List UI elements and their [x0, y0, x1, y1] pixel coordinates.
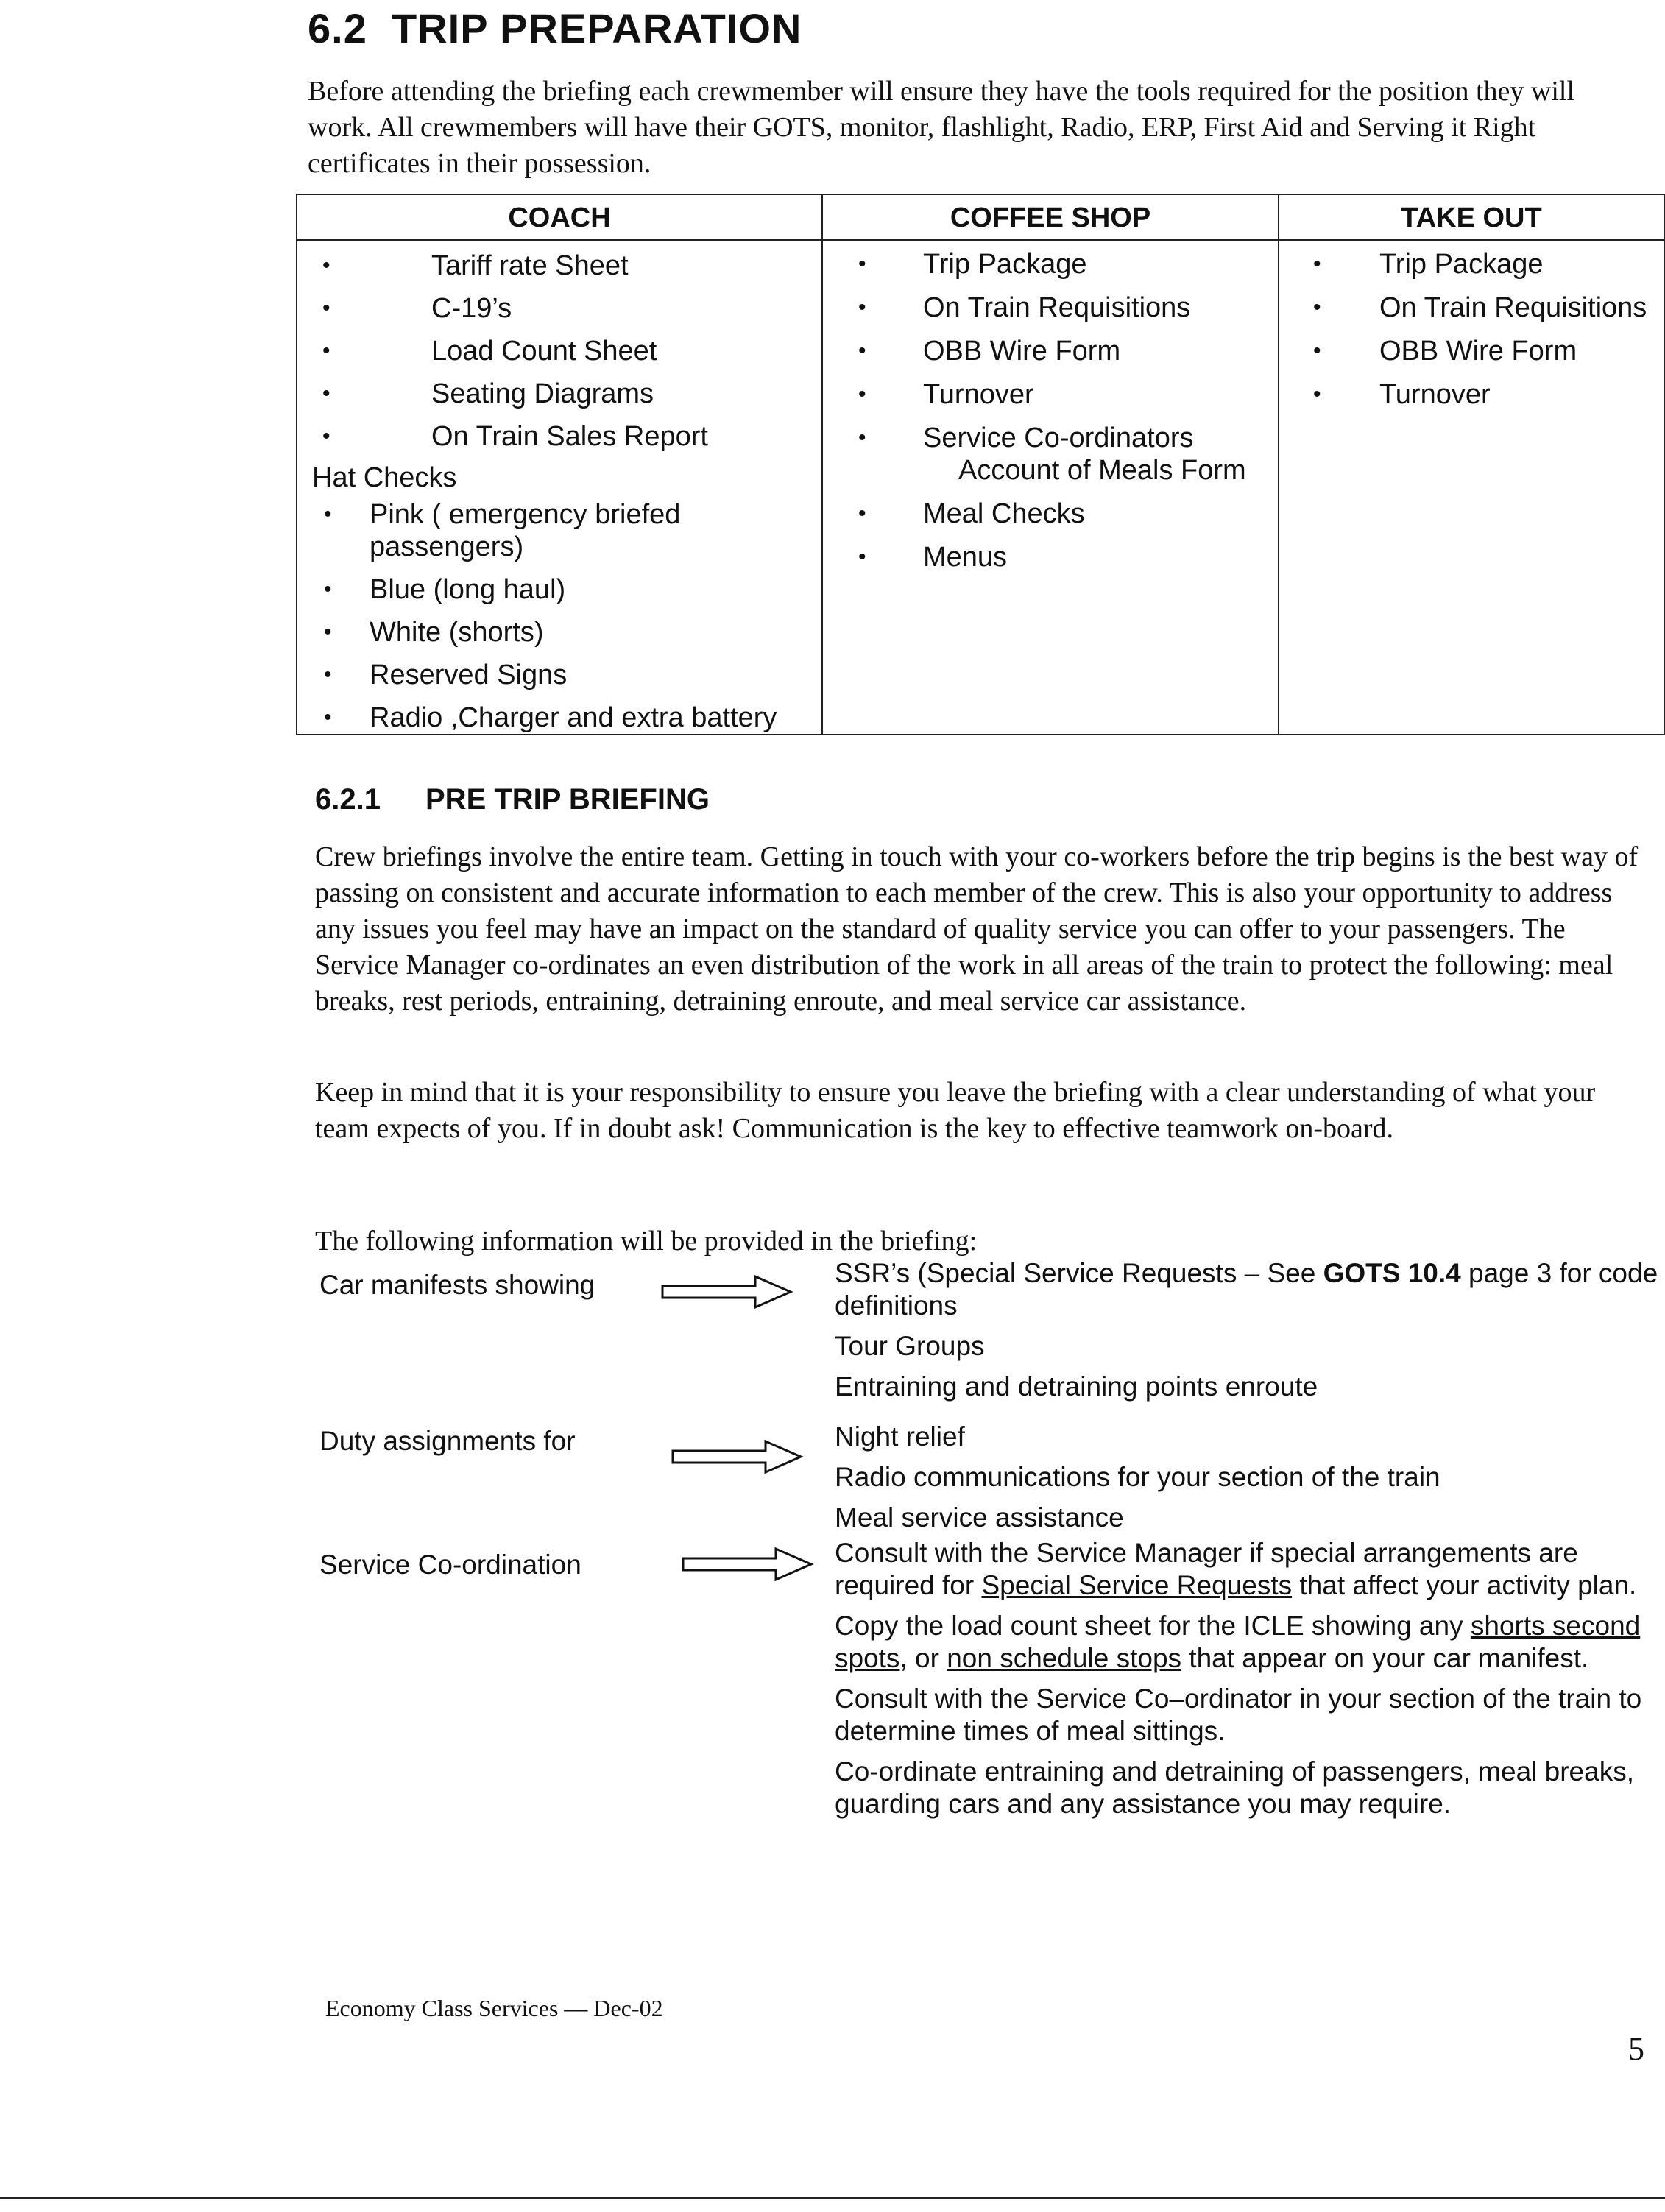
right-arrow-icon — [661, 1273, 793, 1310]
list-item: • Load Count Sheet — [322, 336, 657, 367]
section-title: TRIP PREPARATION — [391, 5, 802, 52]
list-item: • Menus — [858, 542, 1008, 573]
duty-assignments-label: Duty assignments for — [319, 1426, 576, 1456]
list-item: Co-ordinate entraining and detraining of passengers, meal breaks, guarding cars and any assistance you may require. — [835, 1756, 1634, 1819]
list-item: • Reserved Signs — [324, 660, 568, 690]
list-item: SSR’s (Special Service Requests – See GOTS 10.4 page 3 for code definitions — [835, 1258, 1658, 1321]
section-number: 6.2 — [308, 5, 367, 52]
list-item: • On Train Requisitions — [858, 292, 1191, 323]
subsection-title: PRE TRIP BRIEFING — [425, 783, 710, 816]
car-manifests-items — [835, 1257, 1659, 1411]
list-item: • Trip Package — [858, 249, 1087, 280]
list-item: • Pink ( emergency briefed passengers) — [324, 499, 681, 562]
list-item: Consult with the Service Co–ordinator in your section of the train to determine times of meal sittings. — [835, 1683, 1642, 1746]
briefing-paragraph: The following information will be provided in the briefing: — [315, 1226, 978, 1257]
list-item: Meal service assistance — [835, 1502, 1124, 1533]
list-item: Copy the load count sheet for the ICLE showing any shorts second spots, or non schedule stops that appear on your car manifest. — [835, 1611, 1641, 1673]
coffee-shop-cell — [822, 240, 1279, 735]
header-coffee-shop: COFFEE SHOP — [822, 194, 1279, 240]
list-item: • C-19’s — [322, 293, 512, 324]
coach-cell — [297, 240, 822, 735]
list-item: • OBB Wire Form — [1313, 336, 1577, 367]
intro-paragraph: Before attending the briefing each crewmember will ensure they have the tools required for the position they will work. All crewmembers will have their GOTS, monitor, flashlight, Radio, ERP, First Aid and Serving it Right certificates in their possession. — [308, 76, 1575, 179]
service-coordination-items — [835, 1537, 1659, 1828]
page-footer: Economy Class Services — Dec-02 — [325, 1995, 663, 2021]
list-item: • On Train Sales Report — [322, 421, 708, 452]
coach-list — [297, 241, 821, 454]
list-item: • Tariff rate Sheet — [322, 250, 629, 281]
list-item: • OBB Wire Form — [858, 336, 1121, 367]
header-take-out: TAKE OUT — [1279, 194, 1664, 240]
list-item: • Turnover — [858, 379, 1034, 410]
car-manifests-label: Car manifests showing — [319, 1270, 595, 1300]
list-item: • Trip Package — [1313, 249, 1544, 280]
list-item: • Seating Diagrams — [322, 378, 654, 409]
list-item: Radio communications for your section of the train — [835, 1462, 1440, 1492]
take-out-cell — [1279, 240, 1664, 735]
briefing-paragraph: Keep in mind that it is your responsibility to ensure you leave the briefing with a clear understanding of what your team expects of you. If in doubt ask! Communication is the key to effective teamwork on-board. — [315, 1077, 1596, 1144]
list-item: Tour Groups — [835, 1331, 985, 1361]
section-heading — [308, 4, 802, 52]
trip-preparation-table — [296, 194, 1665, 735]
list-item: • Turnover — [1313, 379, 1491, 410]
list-item: • White (shorts) — [324, 617, 544, 648]
right-arrow-icon — [682, 1546, 814, 1583]
right-arrow-icon — [671, 1438, 804, 1475]
service-coordination-label: Service Co-ordination — [319, 1550, 581, 1580]
subsection-number: 6.2.1 — [315, 783, 381, 816]
list-item: • Service Co-ordinators Account of Meals Form — [858, 423, 1246, 486]
header-coach: COACH — [297, 194, 822, 240]
briefing-paragraph: Crew briefings involve the entire team. Getting in touch with your co-workers before the trip begins is the best way of passing on consistent and accurate information to each member of the crew. This is also your opportunity to address any issues you feel may have an impact on the standard of quality service you can offer to your passengers. The Service Manager co-ordinates an even distribution of the work in all areas of the train to protect the following: meal breaks, rest periods, entraining, detraining enroute, and meal service car assistance. — [315, 841, 1639, 1017]
list-item: Night relief — [835, 1421, 965, 1452]
list-item: • Meal Checks — [858, 498, 1085, 529]
list-item: • Blue (long haul) — [324, 574, 566, 605]
page-number: 5 — [1628, 2031, 1644, 2067]
list-item: Consult with the Service Manager if special arrangements are required for Special Service Requests that affect your activity plan. — [835, 1538, 1637, 1600]
coffee-shop-list — [823, 241, 1278, 573]
take-out-list — [1279, 241, 1664, 411]
duty-assignments-items — [835, 1421, 1659, 1542]
bottom-rule — [0, 2197, 1665, 2199]
hat-checks-list — [297, 498, 821, 734]
hat-checks-heading: Hat Checks — [312, 462, 457, 493]
list-item: • On Train Requisitions — [1313, 292, 1647, 323]
list-item: Entraining and detraining points enroute — [835, 1371, 1318, 1402]
list-item: • Radio ,Charger and extra battery — [324, 702, 777, 733]
subsection-heading — [315, 783, 710, 816]
